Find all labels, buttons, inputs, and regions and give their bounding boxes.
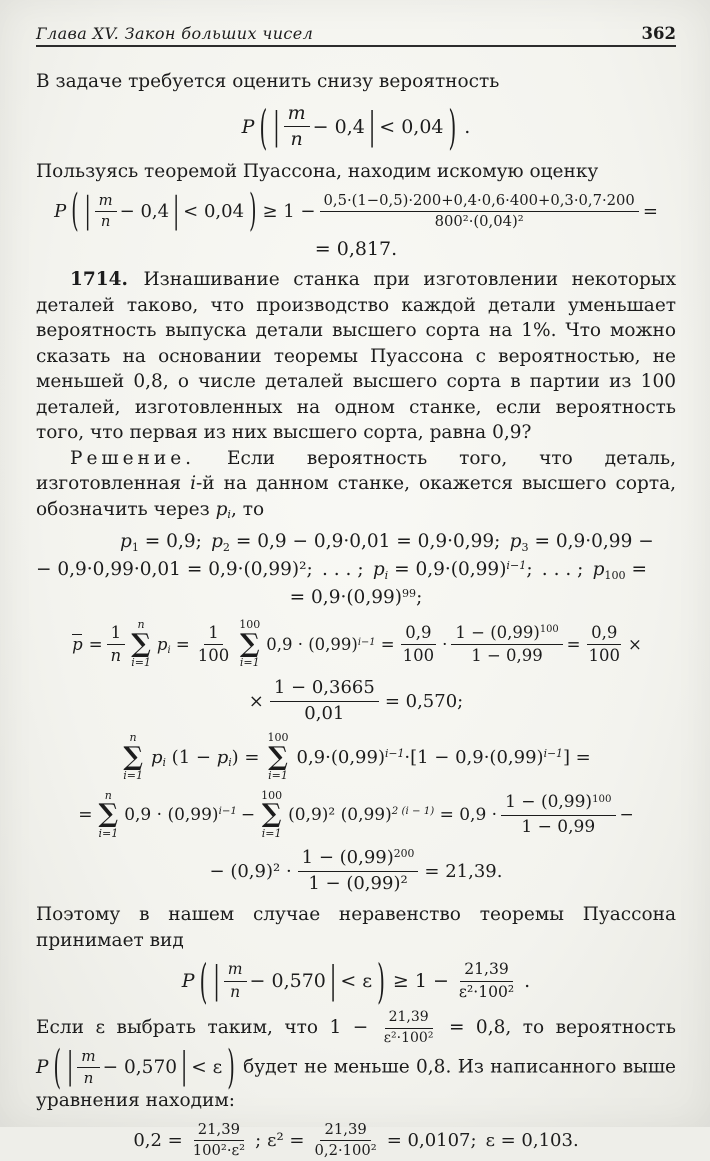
math-token: p (372, 559, 385, 581)
abs-bar: | (67, 1046, 74, 1088)
probability-expression (181, 953, 387, 1010)
math-token: p (509, 531, 522, 553)
math-token: 2 (i − 1) (391, 806, 435, 818)
math-token: i (167, 645, 171, 657)
math-token: i (228, 756, 232, 770)
math-token: 0,9 · (0,99) (124, 805, 219, 826)
formula-line (36, 556, 676, 584)
formula-epsilon-solution (36, 1121, 676, 1161)
math-token: 2 (222, 540, 230, 554)
math-token: (0,9)² (0,99) (288, 805, 392, 826)
math-token: p (211, 531, 223, 553)
denominator: n (290, 128, 303, 151)
numerator: 21,39 (460, 960, 513, 981)
math-token: 0,2 = (133, 1130, 183, 1152)
denominator: 100 (402, 646, 435, 666)
denominator: 100²·ε² (192, 1142, 246, 1160)
formula-mean-p-line1 (36, 619, 676, 670)
denominator: n (100, 212, 111, 230)
denominator: 0,2·100² (314, 1142, 377, 1160)
denominator: 100 (588, 646, 620, 666)
numerator: 21,39 (320, 1121, 370, 1141)
math-token: . (464, 115, 471, 138)
header-rule (36, 45, 676, 47)
math-token: − (0,9)² · (209, 860, 292, 882)
right-paren: ) (249, 185, 257, 238)
math-token: i−1 (218, 806, 237, 818)
left-paren: ( (199, 953, 208, 1010)
math-token: p (150, 746, 163, 768)
chapter-title: Глава XV. Закон больших чисел (36, 24, 314, 43)
math-token: 1 (131, 540, 139, 554)
math-token: ε² = (267, 1130, 305, 1152)
left-paren: ( (71, 185, 79, 238)
denominator: 0,01 (304, 702, 345, 724)
math-token: < ε (191, 1057, 223, 1079)
sigma-icon: ∑ (239, 629, 260, 660)
fraction (380, 1009, 438, 1047)
paragraph-poisson-inequality: Поэтому в нашем случае неравенство теоремы Пуассона принимает вид (36, 904, 676, 951)
math-token: Если вероятность того, что деталь, изготовленная (36, 447, 676, 495)
solution-label: Решение. (70, 447, 196, 469)
math-token: = (642, 200, 658, 222)
math-token: − 0,570 (249, 970, 326, 993)
math-token: = 0,9; (138, 531, 212, 553)
math-token: − 0,4 (119, 200, 170, 222)
numerator: 21,39 (385, 1009, 433, 1029)
math-token: 100 (539, 624, 559, 636)
left-paren: ( (259, 98, 268, 155)
math-token (288, 805, 497, 825)
math-token: < 0,04 (183, 200, 245, 222)
right-paren: ) (448, 98, 457, 155)
abs-bar: | (84, 190, 91, 232)
fraction (95, 192, 117, 232)
math-token: P (181, 970, 195, 993)
numerator: 1 − 0,3665 (270, 677, 379, 702)
fraction (189, 1121, 249, 1161)
numerator: 21,39 (194, 1121, 244, 1141)
summation (131, 619, 151, 670)
math-token (266, 635, 394, 654)
sigma-icon: ∑ (123, 741, 143, 772)
math-token: − 0,9·0,99·0,01 = 0,9·(0,99)²; . . . ; (36, 559, 373, 581)
math-token: = 0,9·(0,99) (388, 559, 507, 581)
fraction (451, 623, 562, 667)
page-number: 362 (641, 24, 676, 43)
sum-lower-limit: i=1 (123, 769, 143, 783)
math-token: × (248, 690, 264, 712)
sigma-icon: ∑ (268, 741, 288, 772)
fraction (455, 960, 518, 1002)
math-token: p (120, 531, 132, 553)
math-token: будет не меньше 0,8. Из написанного выше уравнения находим: (36, 1056, 676, 1112)
right-paren: ) (227, 1040, 235, 1095)
math-token: . (524, 970, 531, 993)
math-token: 1 − (0,99) (301, 847, 394, 869)
math-token: 99 (401, 587, 417, 601)
math-token: = 0,570; (384, 690, 464, 712)
math-token: = (88, 635, 103, 655)
fraction (270, 677, 379, 725)
math-token: i (384, 568, 389, 582)
numerator: 0,9 (401, 623, 435, 646)
probability-expression (36, 1040, 237, 1095)
formula-poisson-estimate-line2 (36, 238, 676, 260)
math-token: i (190, 473, 197, 495)
problem-number: 1714. (70, 269, 128, 291)
fraction (77, 1047, 99, 1088)
math-token: = 0,8, то вероятность (448, 1017, 676, 1039)
numerator: m (95, 192, 117, 212)
paragraph-poisson: Пользуясь теоремой Пуассона, находим искомую оценку (36, 161, 599, 182)
math-token: < ε (340, 970, 373, 993)
math-token: = 0,9 · (434, 805, 498, 826)
numerator: 0,9 (587, 623, 621, 646)
summation (239, 619, 260, 670)
math-token: i−1 (384, 746, 405, 760)
math-token: = (375, 635, 395, 655)
denominator: ε²·100² (383, 1029, 434, 1046)
math-token: < 0,04 (379, 115, 444, 138)
abs-bar: | (273, 105, 280, 149)
sum-upper-limit: n (137, 618, 145, 632)
math-token: ) = (231, 746, 260, 768)
denominator: 1 − 0,99 (521, 816, 596, 837)
math-token: i−1 (506, 559, 527, 573)
math-token: ; . . . ; (526, 559, 593, 581)
math-token: 0,9·(0,99) (296, 746, 385, 768)
numerator (451, 623, 562, 646)
math-token (151, 747, 260, 768)
math-token: 1 − (0,99) (455, 622, 540, 642)
denominator: ε²·100² (458, 982, 515, 1001)
math-token: -й на данном станке, окажется высшего сорта, обозначить через (36, 473, 676, 520)
formula-mean-p-line2 (36, 677, 676, 725)
abs-bar: | (329, 959, 337, 1003)
fraction (320, 192, 639, 232)
sigma-icon: ∑ (98, 799, 119, 830)
formula-prob-lower-bound (36, 98, 676, 155)
summation (123, 732, 143, 783)
numerator (501, 792, 615, 815)
math-token: ≥ 1 − (392, 970, 449, 993)
problem-text: Изнашивание станка при изготовлении некоторых деталей таково, что производство каждой детали уменьшает вероятность выпуска детали высшего сорта на 1%. Что можно сказать на основании теоремы Пуассона с вероятностью, не меньшей 0,8, о числе деталей высшего сорта в партии из 100 деталей, изготовленных на одном станке, если вероятность того, что первая из них высшего сорта, равна 0,9? (36, 269, 676, 444)
sum-upper-limit: n (104, 788, 112, 802)
formula-sum-expanded-line2 (36, 847, 676, 895)
sum-upper-limit: 100 (239, 618, 261, 632)
math-token: = 0,9·(0,99) (289, 587, 402, 609)
math-token: P (54, 200, 67, 222)
math-token: p (592, 559, 605, 581)
math-token: = 0,0107; ε = 0,103. (386, 1130, 579, 1152)
numerator: 1 (107, 623, 126, 646)
formula-line (36, 584, 676, 612)
numerator: 1 (204, 623, 223, 646)
math-token: i (227, 508, 231, 522)
math-token: i (162, 756, 166, 770)
sum-lower-limit: i=1 (261, 826, 282, 840)
p-bar: p (72, 635, 83, 655)
numerator: 0,5·(1−0,5)·200+0,4·0,6·400+0,3·0,7·200 (320, 192, 639, 212)
sum-lower-limit: i=1 (98, 826, 119, 840)
page-header (36, 24, 676, 43)
denominator: 800²·(0,04)² (434, 212, 524, 230)
sum-lower-limit: i=1 (131, 656, 151, 670)
fraction (194, 623, 234, 667)
math-token: 100 (592, 793, 612, 805)
right-paren: ) (377, 953, 385, 1010)
math-token: p (216, 746, 229, 768)
math-token: ; (416, 587, 423, 609)
math-token: P (241, 115, 255, 138)
abs-bar: | (180, 1046, 188, 1088)
formula-line (36, 528, 676, 556)
math-token (297, 747, 591, 768)
formula-sum-pq (36, 732, 676, 783)
math-token: p (215, 498, 228, 520)
sigma-icon: ∑ (261, 799, 282, 830)
math-token (156, 635, 190, 657)
paragraph-solution (36, 446, 676, 523)
formula-sum-expanded-line1 (36, 790, 676, 841)
paragraph-epsilon-choice (36, 1009, 676, 1113)
numerator (298, 847, 419, 872)
math-token: = 21,39. (424, 860, 503, 882)
math-token: ; (255, 1130, 262, 1152)
summation (98, 790, 118, 841)
sum-lower-limit: i=1 (268, 769, 288, 783)
probability-expression (54, 185, 258, 238)
math-token: 100 (604, 568, 626, 582)
math-token: 1 − (0,99) (505, 792, 593, 813)
math-token: p (156, 635, 168, 655)
abs-bar: | (368, 105, 376, 149)
denominator: n (230, 982, 241, 1001)
sum-lower-limit: i=1 (239, 656, 260, 670)
paragraph-problem-1714 (36, 267, 676, 446)
math-token: − (619, 805, 634, 826)
math-token: ] = (562, 746, 591, 768)
math-token: 200 (393, 847, 415, 861)
abs-bar: | (173, 190, 180, 232)
sigma-icon: ∑ (131, 629, 151, 660)
fraction (501, 792, 615, 838)
math-token: = (170, 635, 190, 655)
left-paren: ( (53, 1040, 62, 1095)
math-token (124, 805, 237, 825)
denominator: 100 (197, 646, 230, 666)
math-token: = (78, 805, 93, 826)
math-token: − 0,570 (102, 1057, 177, 1079)
math-token: = (566, 635, 581, 655)
numerator: m (224, 960, 247, 981)
formula-poisson-inequality (36, 953, 676, 1010)
math-token: = 0,9·0,99 − (528, 531, 654, 553)
math-token: , то (230, 498, 265, 520)
math-token: ≥ 1 − (262, 200, 316, 222)
fraction (399, 623, 439, 667)
fraction (585, 623, 625, 667)
denominator: n (83, 1069, 94, 1088)
math-token: Если ε выбрать таким, что 1 − (36, 1017, 369, 1039)
math-token: − 0,4 (312, 115, 365, 138)
math-token: = 0,9 − 0,9·0,01 = 0,9·0,99; (229, 531, 510, 553)
summation (261, 790, 282, 841)
math-token: (1 − (165, 746, 217, 768)
math-token: P (36, 1057, 49, 1079)
summation (268, 732, 289, 783)
sum-upper-limit: 100 (261, 788, 283, 802)
numerator: m (284, 102, 310, 128)
math-token: i−1 (357, 636, 376, 648)
math-token: − (240, 805, 256, 826)
math-token: · (442, 635, 448, 655)
denominator: 1 − 0,99 (471, 646, 543, 666)
fraction (284, 102, 310, 153)
math-token: = 0,817. (314, 238, 398, 261)
denominator: n (110, 646, 122, 666)
math-token: i−1 (543, 746, 563, 760)
math-token: 3 (521, 540, 529, 554)
fraction (224, 960, 247, 1002)
probability-expression (241, 98, 459, 155)
abs-bar: | (213, 959, 220, 1003)
sum-upper-limit: n (129, 731, 137, 745)
paragraph-intro: В задаче требуется оценить снизу вероятность (36, 71, 500, 92)
sum-upper-limit: 100 (267, 731, 289, 745)
numerator: m (77, 1047, 99, 1068)
math-token: 0,9 · (0,99) (266, 635, 358, 655)
math-token: × (628, 635, 642, 655)
fraction (107, 623, 126, 667)
denominator: 1 − (0,99)² (308, 872, 408, 894)
math-token: ·[1 − 0,9·(0,99) (404, 746, 544, 768)
fraction (311, 1121, 381, 1161)
fraction (298, 847, 419, 895)
math-token: = (625, 559, 647, 581)
formula-p-sequence (36, 528, 676, 612)
formula-poisson-estimate-line1 (36, 185, 676, 238)
